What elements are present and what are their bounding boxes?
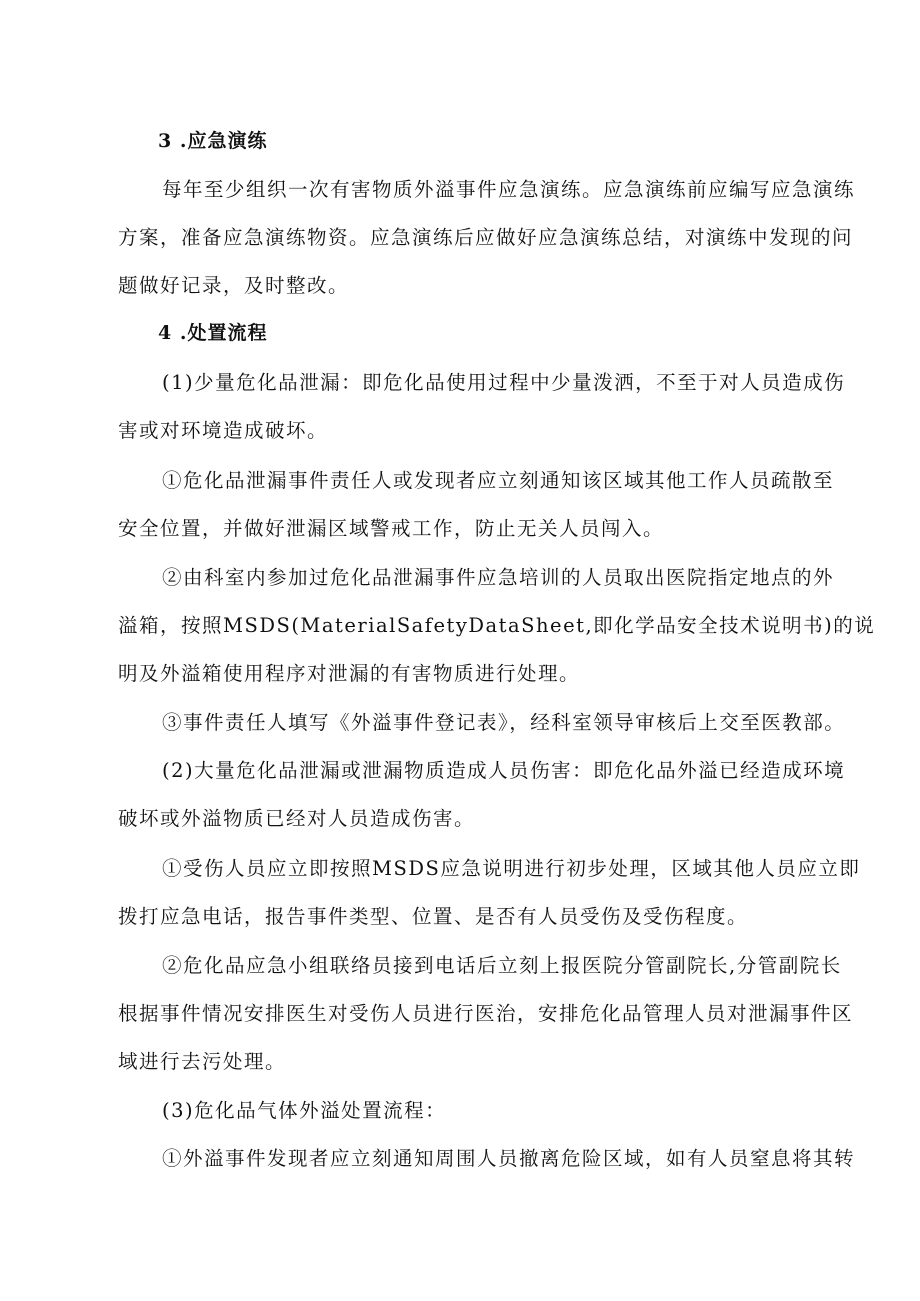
paragraph-line: 每年至少组织一次有害物质外溢事件应急演练。应急演练前应编写应急演练 bbox=[162, 178, 856, 201]
paragraph-line: 域进行去污处理。 bbox=[118, 1050, 287, 1073]
paragraph-line: 拨打应急电话，报告事件类型、位置、是否有人员受伤及受伤程度。 bbox=[118, 905, 749, 928]
paragraph-line: ②危化品应急小组联络员接到电话后立刻上报医院分管副院长,分管副院长 bbox=[162, 954, 842, 977]
paragraph-line: 溢箱，按照MSDS(MaterialSafetyDataSheet,即化学品安全技术说明书)的说 bbox=[118, 614, 876, 637]
paragraph-line: 明及外溢箱使用程序对泄漏的有害物质进行处理。 bbox=[118, 662, 581, 685]
paragraph-line: ①受伤人员应立即按照MSDS应急说明进行初步处理，区域其他人员应立即 bbox=[162, 857, 861, 880]
paragraph-line: ①危化品泄漏事件责任人或发现者应立刻通知该区域其他工作人员疏散至 bbox=[162, 469, 835, 492]
section-heading: 4 .处置流程 bbox=[158, 322, 268, 344]
paragraph-line: ②由科室内参加过危化品泄漏事件应急培训的人员取出医院指定地点的外 bbox=[162, 566, 835, 589]
paragraph-line: (2)大量危化品泄漏或泄漏物质造成人员伤害：即危化品外溢已经造成环境 bbox=[162, 759, 846, 782]
section-heading: 3 .应急演练 bbox=[158, 130, 268, 152]
paragraph-line: 害或对环境造成破坏。 bbox=[118, 419, 329, 442]
paragraph-line: 破坏或外溢物质已经对人员造成伤害。 bbox=[118, 807, 476, 830]
paragraph-line: 安全位置，并做好泄漏区域警戒工作，防止无关人员闯入。 bbox=[118, 517, 665, 540]
paragraph-line: 方案，准备应急演练物资。应急演练后应做好应急演练总结，对演练中发现的问 bbox=[118, 226, 854, 249]
paragraph-line: (1)少量危化品泄漏：即危化品使用过程中少量泼洒，不至于对人员造成伤 bbox=[162, 371, 846, 394]
paragraph-line: ③事件责任人填写《外溢事件登记表》，经科室领导审核后上交至医教部。 bbox=[162, 711, 846, 734]
paragraph-line: 根据事件情况安排医生对受伤人员进行医治，安排危化品管理人员对泄漏事件区 bbox=[118, 1002, 854, 1025]
paragraph-line: 题做好记录，及时整改。 bbox=[118, 274, 350, 297]
paragraph-line: (3)危化品气体外溢处置流程： bbox=[162, 1099, 447, 1122]
paragraph-line: ①外溢事件发现者应立刻通知周围人员撤离危险区域，如有人员窒息将其转 bbox=[162, 1147, 856, 1170]
